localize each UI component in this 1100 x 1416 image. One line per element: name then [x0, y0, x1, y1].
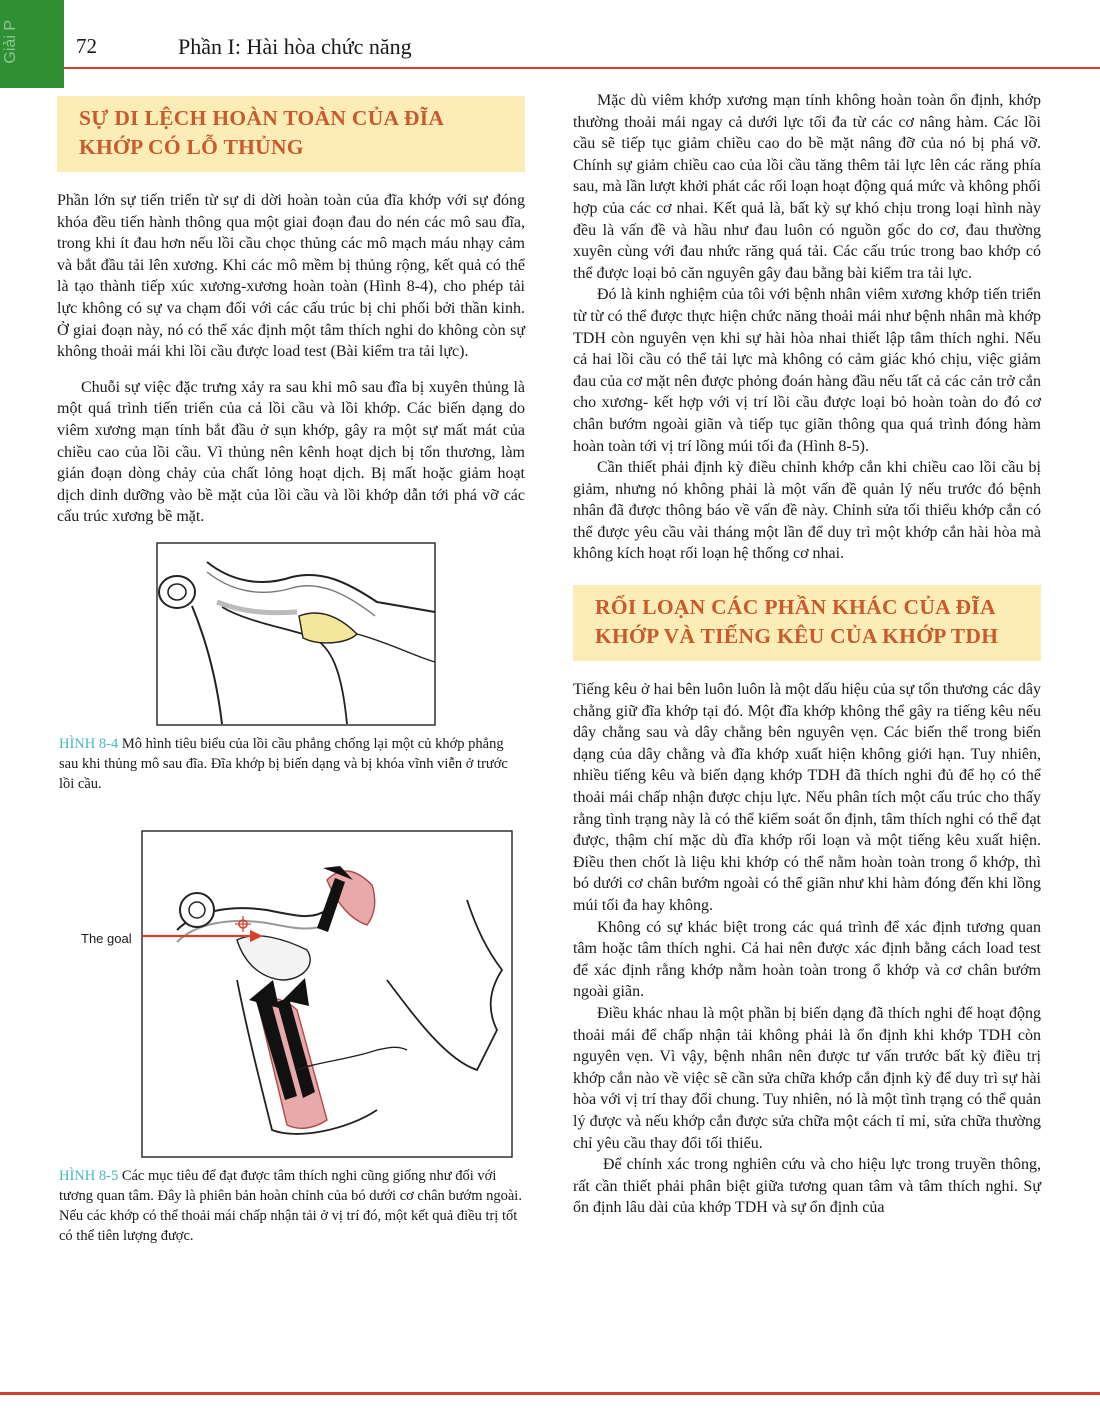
- paragraph: Tiếng kêu ở hai bên luôn luôn là một dấu hiệu của sự tổn thương các dây chằng giữ đĩa khớp tại đó. Một đĩa khớp không thể gây ra tiếng kêu nếu dây chằng sau và dây chằng bên nguyên vẹn. Các biến thể trong biến dạng của dây chằng và đĩa khớp xuất hiện không giới hạn. Tuy nhiên, nhiều tiếng kêu và biến dạng khớp TDH đã thích nghi đủ để họ có thể thoải mái chấp nhận được chịu lực. Nếu phân tích một cấu trúc cho thấy rằng tình trạng này là có thể kiểm soát ổn định, tâm thích nghi có thể đạt được, thậm chí mặc dù đĩa khớp rối loạn và một tiếng kêu xuất hiện. Điều then chốt là liệu khi khớp có thể nằm hoàn toàn trong ổ khớp, thì bó dưới cơ chân bướm ngoài có thể giãn như khi hàm đóng đến khi lồng múi tối đa hay không.: [573, 681, 1041, 914]
- figure-caption: [59, 1166, 525, 1246]
- left-column: [57, 90, 525, 1256]
- section-heading-box: [573, 585, 1041, 661]
- figure-8-5: [57, 830, 525, 1160]
- caption-text: Mô hình tiêu biểu của lồi cầu phẳng chống lại một củ khớp phẳng sau khi thủng mô sau đĩa. Đĩa khớp bị biến dạng và bị khóa vĩnh viễn ở trước lồi cầu.: [59, 735, 508, 792]
- figure-label: HÌNH 8-4: [59, 735, 119, 752]
- paragraph: Điều khác nhau là một phần bị biến dạng đã thích nghi để hoạt động thoải mái để chấp nhận tải không phải là ổn định khi khớp TDH còn nguyên vẹn. Vì vậy, bệnh nhân nên được tư vấn trước bất kỳ điều trị khớp cắn nào về việc sẽ cần sửa chữa khớp cắn định kỳ để duy trì sự hài hòa với vị trí thay đổi chung. Tuy nhiên, nó là một tình trạng có thể quản lý được và nếu khớp cắn được sửa chữa một cách tỉ mỉ, sửa chữa thường chỉ yêu cầu thay đổi tối thiểu.: [573, 1004, 1041, 1152]
- figure-8-4: [57, 542, 525, 728]
- figure-caption: [59, 734, 525, 794]
- section-heading-box: [57, 96, 525, 172]
- page-number: 72: [76, 34, 97, 58]
- section-heading: RỐI LOẠN CÁC PHẦN KHÁC CỦA ĐĨA KHỚP VÀ TIẾNG KÊU CỦA KHỚP TDH: [595, 595, 999, 649]
- paragraph: Để chính xác trong nghiên cứu và cho hiệu lực trong truyền thông, rất cần thiết phải phân biệt giữa tương quan tâm và tâm thích nghi. Sự ổn định lâu dài của khớp TDH và sự ổn định của: [573, 1156, 1041, 1217]
- header-rule: [64, 67, 1100, 69]
- footer-rule: [0, 1392, 1100, 1395]
- chapter-tab: [0, 0, 64, 88]
- running-head: Phần I: Hài hòa chức năng: [178, 34, 412, 59]
- paragraph: Cần thiết phải định kỳ điều chỉnh khớp cắn khi chiều cao lồi cầu bị giảm, nhưng nó không phải là một vấn đề quản lý nếu trước đó bệnh nhân đã được thông báo về vấn đề này. Chỉnh sửa tối thiểu khớp cắn có thể được yêu cầu vài tháng một lần để duy trì một khớp cắn hài hòa mà không kích hoạt rối loạn hệ thống cơ nhai.: [573, 459, 1041, 563]
- paragraph: Phần lớn sự tiến triển từ sự di dời hoàn toàn của đĩa khớp với sự đóng khóa đều tiến hành thông qua một giai đoạn đau do nén các mô sau đĩa, trong khi ít đau hơn nếu lồi cầu chọc thủng các mô mạch máu nhạy cảm và bắt đầu tải lên xương. Khi các mô mềm bị thủng rộng, kết quả có thể là tạo thành tiếp xúc xương-xương hoàn toàn (Hình 8-4), cho phép tải lực không có sự va chạm đối với các cấu trúc bị chi phối bởi thần kinh. Ở giai đoạn này, nó có thể xác định một tâm thích nghi do không còn sự không thoải mái khi lồi cầu được load test (Bài kiểm tra tải lực).: [57, 192, 525, 361]
- paragraph: Không có sự khác biệt trong các quá trình để xác định tương quan tâm hoặc tâm thích nghi. Cả hai nên được xác định bằng cách load test để xác định rằng khớp nằm hoàn toàn trong ổ khớp và cơ chân bướm ngoài giãn.: [573, 918, 1041, 1001]
- section-heading: SỰ DI LỆCH HOÀN TOÀN CỦA ĐĨA KHỚP CÓ LỖ THỦNG: [79, 106, 444, 159]
- paragraph: Mặc dù viêm khớp xương mạn tính không hoàn toàn ổn định, khớp thường thoải mái ngay cả dưới lực tối đa từ các cơ nâng hàm. Các lồi cầu sẽ tiếp tục giảm chiều cao do bề mặt nâng đỡ của nó bị phá vỡ. Chính sự giảm chiều cao của lồi cầu tăng thêm tải lực lên các răng phía sau, mà lần lượt khởi phát các rối loạn hoạt động quá mức và không phối hợp của các cơ nhai. Kết quả là, bất kỳ sự khó chịu trong loại hình này đều là vấn đề và hầu như đau luôn có nguồn gốc do cơ, đau thường xuyên cùng với đau nhức răng quá tải. Các cấu trúc trong bao khớp có thể được loại bỏ căn nguyên gây đau bằng bài kiểm tra tải lực.: [573, 92, 1041, 282]
- jaw-goal-illustration: [57, 830, 525, 1160]
- figure-label: HÌNH 8-5: [59, 1167, 119, 1184]
- caption-text: Các mục tiêu để đạt được tâm thích nghi cũng giống như đối với tương quan tâm. Đây là phiên bản hoàn chỉnh của bó dưới cơ chân bướm ngoài. Nếu các khớp có thể thoải mái chấp nhận tải ở vị trí đó, một kết quả điều trị tốt có thể tiên lượng được.: [59, 1167, 522, 1244]
- paragraph: Đó là kinh nghiệm của tôi với bệnh nhân viêm xương khớp tiến triển từ từ có thể được thực hiện chức năng thoải mái như bệnh nhân mà khớp TDH còn nguyên vẹn khi sự hài hòa nhai thiết lập tâm thích nghi. Nếu cả hai lồi cầu có thể tải lực mà không có cảm giác khó chịu, việc giảm đau của cơ mặt nên được phỏng đoán hàng đầu nếu tất cả các cản trở cắn cho xương- kết hợp với vị trí lồi cầu được loại bỏ hoàn toàn do đó cơ chân bướm ngoài giãn và tiếp tục giãn thông qua quá trình đóng hàm hoàn toàn tới vị trí lồng múi tối đa (Hình 8-5).: [573, 286, 1041, 455]
- chapter-tab-label: Giải P: [2, 20, 19, 64]
- goal-label: The goal: [81, 930, 132, 946]
- paragraph: Chuỗi sự việc đặc trưng xảy ra sau khi mô sau đĩa bị xuyên thủng là một quá trình tiến triển của cả lồi cầu và lồi khớp. Các biến dạng do viêm xương mạn tính bắt đầu ở sụn khớp, gây ra một sự mất mát của chiều cao của lồi cầu. Vì thủng nên kênh hoạt dịch bị tổn thương, làm gián đoạn dòng chảy của chất lỏng hoạt dịch. Bị mất hoặc giảm hoạt dịch dinh dưỡng vào bề mặt của lồi cầu và lồi khớp dẫn tới phá vỡ các cấu trúc xương bề mặt.: [57, 378, 525, 526]
- tmj-flattened-condyle-illustration: [57, 542, 525, 728]
- right-column: [573, 90, 1041, 1219]
